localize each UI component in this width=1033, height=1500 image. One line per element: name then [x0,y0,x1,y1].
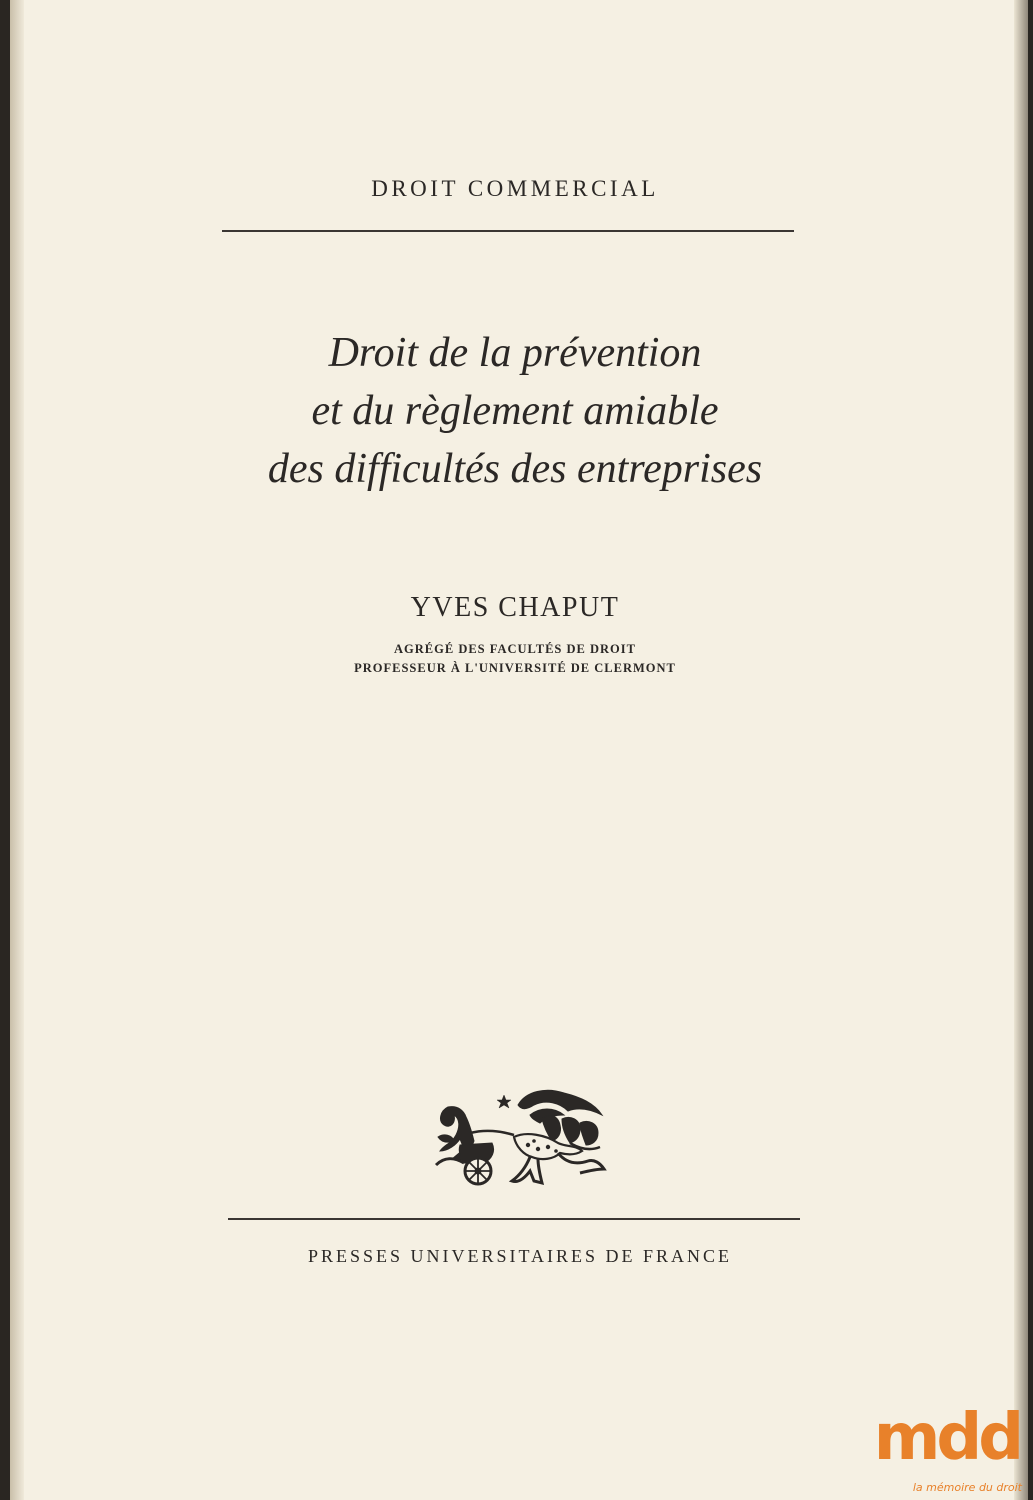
watermark-logo [873,1400,1028,1500]
author-name: YVES CHAPUT [410,592,620,623]
binding-shadow [10,0,24,1500]
author-credentials [10,640,1020,678]
credential-line-2: PROFESSEUR À L'UNIVERSITÉ DE CLERMONT [354,661,676,675]
top-divider [222,230,794,232]
credential-line-1: AGRÉGÉ DES FACULTÉS DE DROIT [394,642,636,656]
book-title-page [10,0,1028,1500]
title-line-2: et du règlement amiable [311,388,719,434]
publisher-name: PRESSES UNIVERSITAIRES DE FRANCE [307,1246,733,1266]
title-line-1: Droit de la prévention [328,330,702,376]
page-edge [1014,0,1028,1500]
mdd-logo-icon: mdd [873,1401,1020,1475]
book-title [10,324,1020,498]
bottom-divider [228,1218,800,1220]
chariot-emblem-icon [430,1085,615,1195]
series-heading: DROIT COMMERCIAL [371,176,659,201]
title-line-3: des difficultés des entreprises [267,446,763,492]
watermark-tagline: la mémoire du droit [912,1481,1022,1494]
